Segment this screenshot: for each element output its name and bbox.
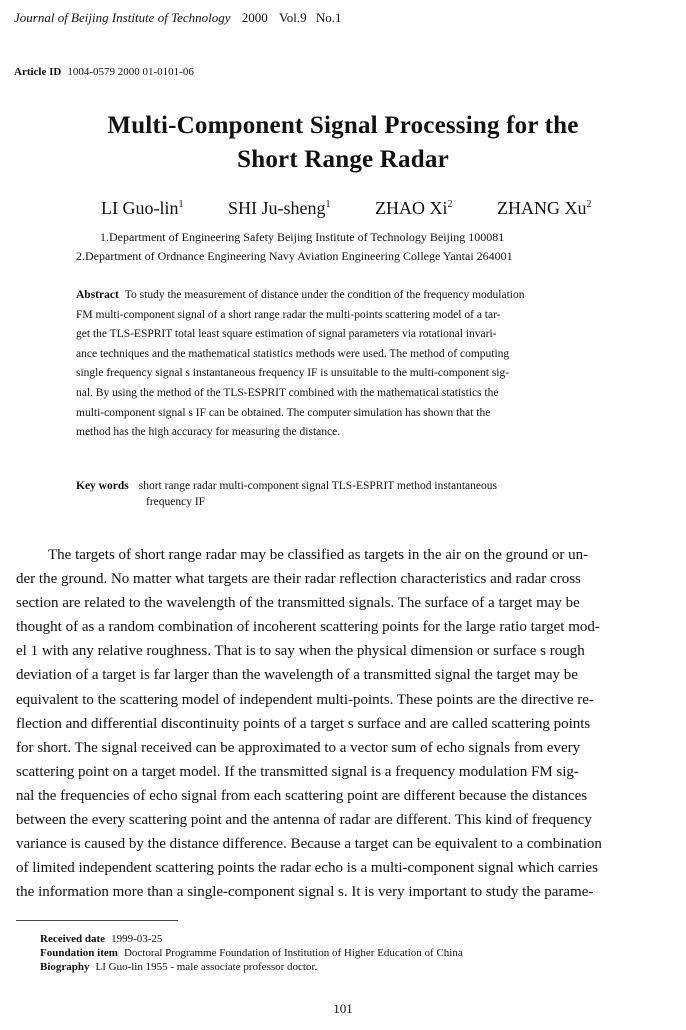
- body-line: between the every scattering point and the antenna of radar are different. This kind of frequency: [16, 812, 592, 829]
- body-paragraph: [16, 543, 672, 904]
- footnote-received-date: Received date 1999-03-25: [40, 933, 163, 945]
- footnotes: [40, 932, 463, 974]
- keywords-line-2: frequency IF: [146, 496, 206, 508]
- abstract-line: multi-component signal s IF can be obtained. The computer simulation has shown that the: [76, 406, 491, 419]
- paper-title-line-2: Short Range Radar: [237, 146, 449, 173]
- article-id: [14, 66, 194, 78]
- abstract-line: Abstract To study the measurement of distance under the condition of the frequency modulation: [76, 289, 525, 301]
- affiliation-1: 1.Department of Engineering Safety Beijing Institute of Technology Beijing 100081: [100, 230, 505, 244]
- abstract-line: single frequency signal s instantaneous frequency IF is unsuitable to the multi-component sig-: [76, 367, 510, 380]
- paper-title-line-1: Multi-Component Signal Processing for the: [107, 112, 579, 139]
- abstract-label: Abstract: [76, 289, 119, 301]
- body-line: for short. The signal received can be approximated to a vector sum of echo signals from every: [16, 739, 581, 756]
- keywords-label: Key words: [76, 480, 129, 492]
- body-line: variance is caused by the distance difference. Because a target can be equivalent to a combination: [16, 836, 602, 853]
- abstract-line: get the TLS-ESPRIT total least square estimation of signal parameters via rotational invari-: [76, 328, 497, 341]
- body-line: el 1 with any relative roughness. That is to say when the physical dimension or surface s rough: [16, 643, 585, 660]
- author-list: [101, 198, 591, 219]
- footnote-divider: [16, 920, 178, 921]
- body-line: scattering point on a target model. If the transmitted signal is a frequency modulation FM sig-: [16, 763, 579, 780]
- body-line: thought of as a random combination of incoherent scattering points for the large ratio target mod-: [16, 619, 600, 636]
- body-line: equivalent to the scattering model of independent multi-points. These points are the directive re-: [16, 691, 594, 708]
- journal-volume: Vol.9: [279, 10, 307, 25]
- body-line: flection and differential discontinuity points of a target s surface and are called scattering points: [16, 715, 591, 732]
- body-line: the information more than a single-component signal s. It is very important to study the parame-: [16, 884, 594, 901]
- running-header: [14, 10, 342, 26]
- article-id-label: Article ID: [14, 66, 62, 78]
- article-id-value: 1004-0579 2000 01-0101-06: [67, 66, 194, 78]
- abstract-line: nal. By using the method of the TLS-ESPRIT combined with the mathematical statistics the: [76, 386, 499, 399]
- journal-name: Journal of Beijing Institute of Technology: [14, 10, 231, 25]
- body-line: section are related to the wavelength of the transmitted signals. The surface of a target may be: [16, 595, 580, 612]
- journal-number: No.1: [315, 10, 342, 25]
- body-line: deviation of a target is far larger than the wavelength of a transmitted signal the target may be: [16, 667, 578, 684]
- journal-year: 2000: [241, 10, 268, 25]
- body-line: der the ground. No matter what targets are their radar reflection characteristics and radar cross: [16, 571, 581, 588]
- keywords-line-1: short range radar multi-component signal TLS-ESPRIT method instantaneous: [138, 480, 497, 492]
- body-line: nal the frequencies of echo signal from each scattering point are different because the distances: [16, 787, 588, 804]
- author: LI Guo-lin$^1$: [101, 198, 184, 218]
- abstract-line: FM multi-component signal of a short range radar the multi-points scattering model of a tar-: [76, 308, 501, 321]
- footnote-foundation-item: Foundation item Doctoral Programme Foundation of Institution of Higher Education of China: [40, 947, 463, 959]
- author: ZHAO Xi$^2$: [374, 198, 453, 218]
- keywords: [76, 476, 497, 496]
- affiliation-2: 2.Department of Ordnance Engineering Navy Aviation Engineering College Yantai 264001: [76, 249, 513, 263]
- page-number: 101: [333, 1001, 353, 1016]
- body-line: of limited independent scattering points the radar echo is a multi-component signal which carries: [16, 860, 598, 877]
- abstract: [76, 286, 616, 443]
- body-line: The targets of short range radar may be classified as targets in the air on the ground or un-: [48, 547, 589, 563]
- author: SHI Ju-sheng$^1$: [227, 198, 331, 218]
- author: ZHANG Xu$^2$: [496, 198, 592, 218]
- footnote-biography: Biography LI Guo-lin 1955 - male associate professor doctor.: [40, 961, 318, 973]
- abstract-line: method has the high accuracy for measuring the distance.: [76, 426, 341, 439]
- abstract-line: ance techniques and the mathematical statistics methods were used. The method of computing: [76, 347, 510, 360]
